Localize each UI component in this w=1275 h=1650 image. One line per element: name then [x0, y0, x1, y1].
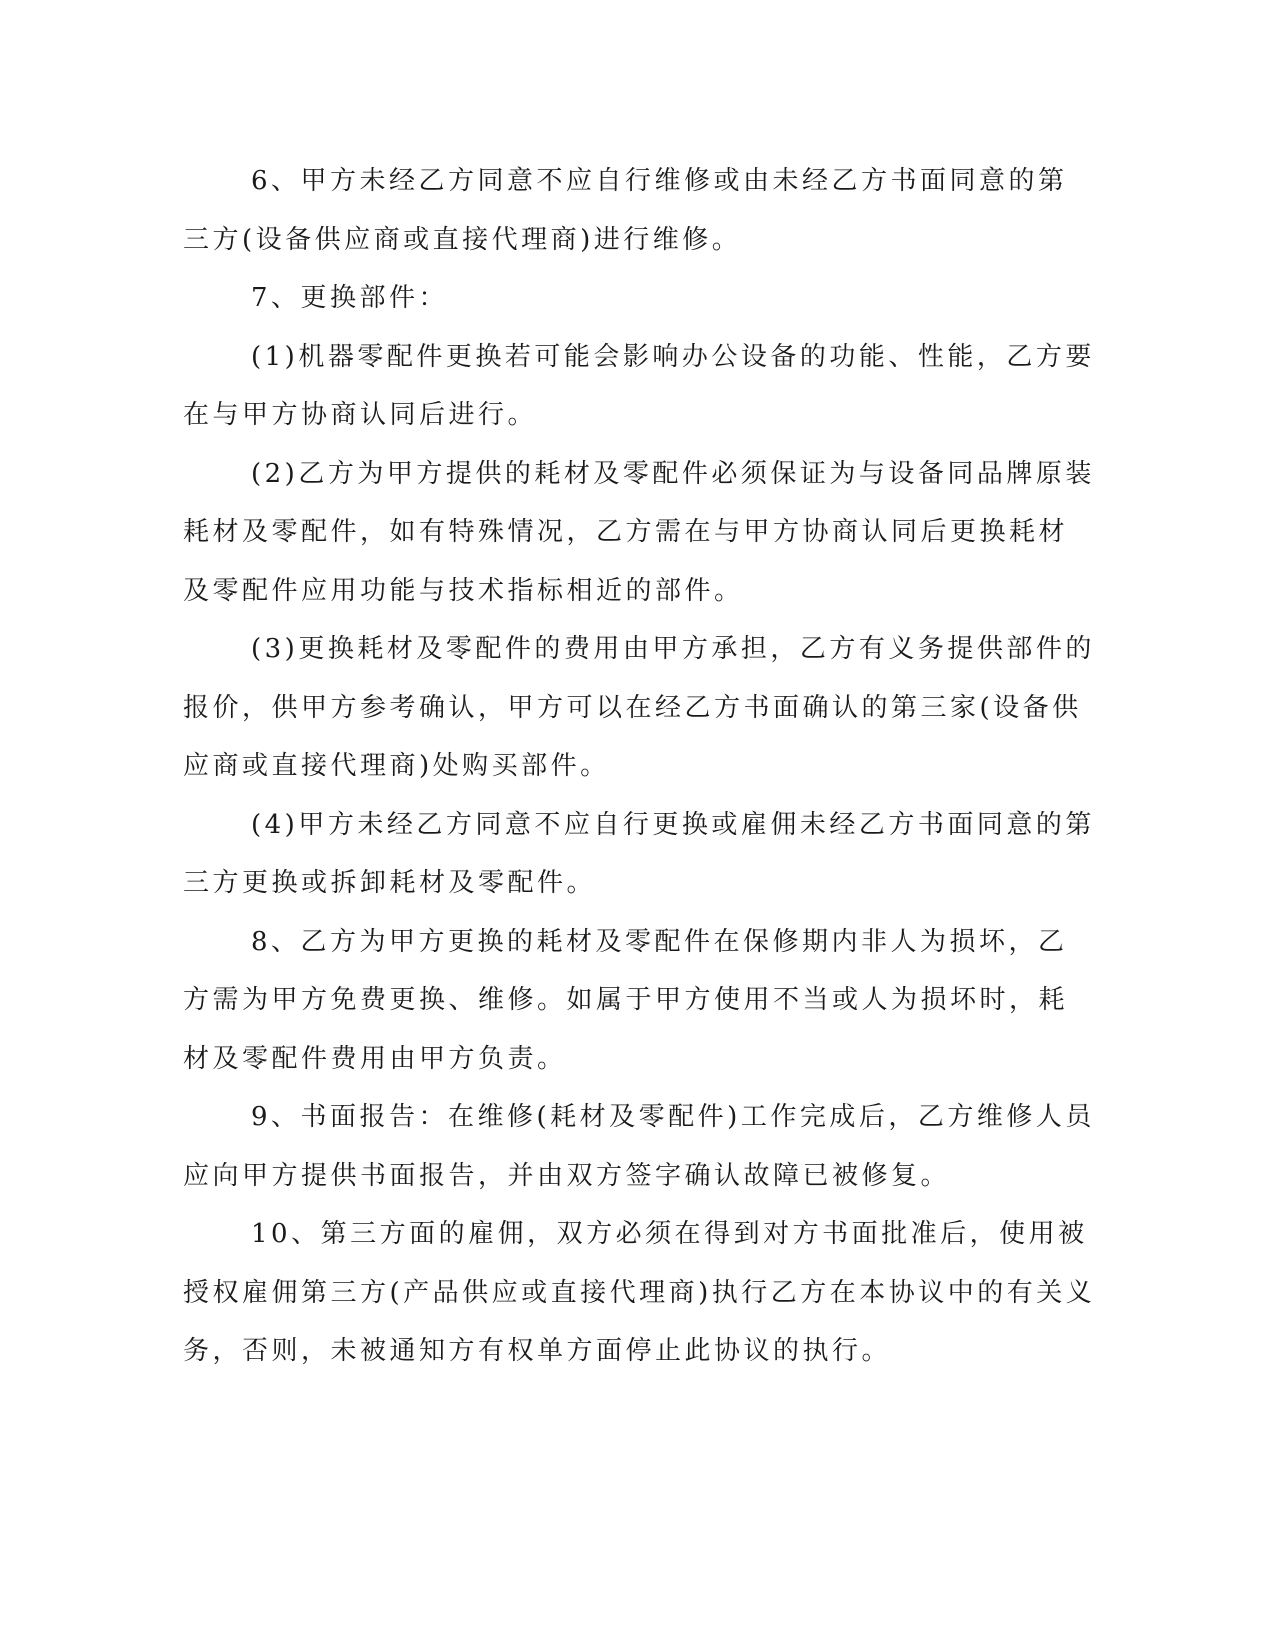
clause-7-item-2-line-2: 耗材及零配件，如有特殊情况，乙方需在与甲方协商认同后更换耗材	[183, 517, 1069, 547]
clause-9-line-1: 9、书面报告：在维修(耗材及零配件)工作完成后，乙方维修人员	[251, 1102, 1095, 1132]
clause-10	[183, 1205, 1096, 1381]
clause-7-item-3-line-1: (3)更换耗材及零配件的费用由甲方承担，乙方有义务提供部件的	[251, 634, 1095, 664]
clause-10-line-1: 10、第三方面的雇佣，双方必须在得到对方书面批准后，使用被	[251, 1219, 1088, 1249]
clause-6-line-2: 三方(设备供应商或直接代理商)进行维修。	[183, 224, 742, 255]
clause-6-line-1: 6、甲方未经乙方同意不应自行维修或由未经乙方书面同意的第	[251, 166, 1068, 196]
clause-7-item-2-line-1: (2)乙方为甲方提供的耗材及零配件必须保证为与设备同品牌原装	[251, 458, 1095, 489]
document-body	[183, 152, 1096, 1381]
clause-9	[183, 1088, 1095, 1205]
clause-8	[183, 913, 1069, 1089]
clause-7-item-3-line-3: 应商或直接代理商)处购买部件。	[183, 751, 610, 781]
clause-8-line-2: 方需为甲方免费更换、维修。如属于甲方使用不当或人为损坏时，耗	[183, 985, 1069, 1015]
clause-10-line-2: 授权雇佣第三方(产品供应或直接代理商)执行乙方在本协议中的有关义	[183, 1277, 1096, 1308]
clause-7-item-3	[183, 620, 1095, 796]
clause-7-item-4-line-2: 三方更换或拆卸耗材及零配件。	[183, 868, 597, 898]
clause-10-line-3: 务，否则，未被通知方有权单方面停止此协议的执行。	[183, 1336, 892, 1366]
clause-7-item-1-line-2: 在与甲方协商认同后进行。	[183, 400, 538, 430]
clause-7-item-2-line-3: 及零配件应用功能与技术指标相近的部件。	[183, 575, 744, 606]
clause-6	[183, 152, 1068, 269]
clause-9-line-2: 应向甲方提供书面报告，并由双方签字确认故障已被修复。	[183, 1160, 951, 1191]
clause-8-line-3: 材及零配件费用由甲方负责。	[183, 1043, 567, 1074]
clause-7-item-3-line-2: 报价，供甲方参考确认，甲方可以在经乙方书面确认的第三家(设备供	[183, 692, 1082, 723]
clause-7-item-4-line-1: (4)甲方未经乙方同意不应自行更换或雇佣未经乙方书面同意的第	[251, 809, 1095, 840]
clause-7-heading	[183, 269, 1043, 328]
clause-7-item-2	[183, 445, 1095, 621]
clause-7-item-1	[183, 328, 1095, 445]
clause-7-item-1-line-1: (1)机器零配件更换若可能会影响办公设备的功能、性能，乙方要	[251, 341, 1095, 372]
clause-8-line-1: 8、乙方为甲方更换的耗材及零配件在保修期内非人为损坏，乙	[251, 926, 1068, 957]
clause-7-heading-line-1: 7、更换部件：	[251, 283, 449, 313]
clause-7-item-4	[183, 796, 1095, 913]
